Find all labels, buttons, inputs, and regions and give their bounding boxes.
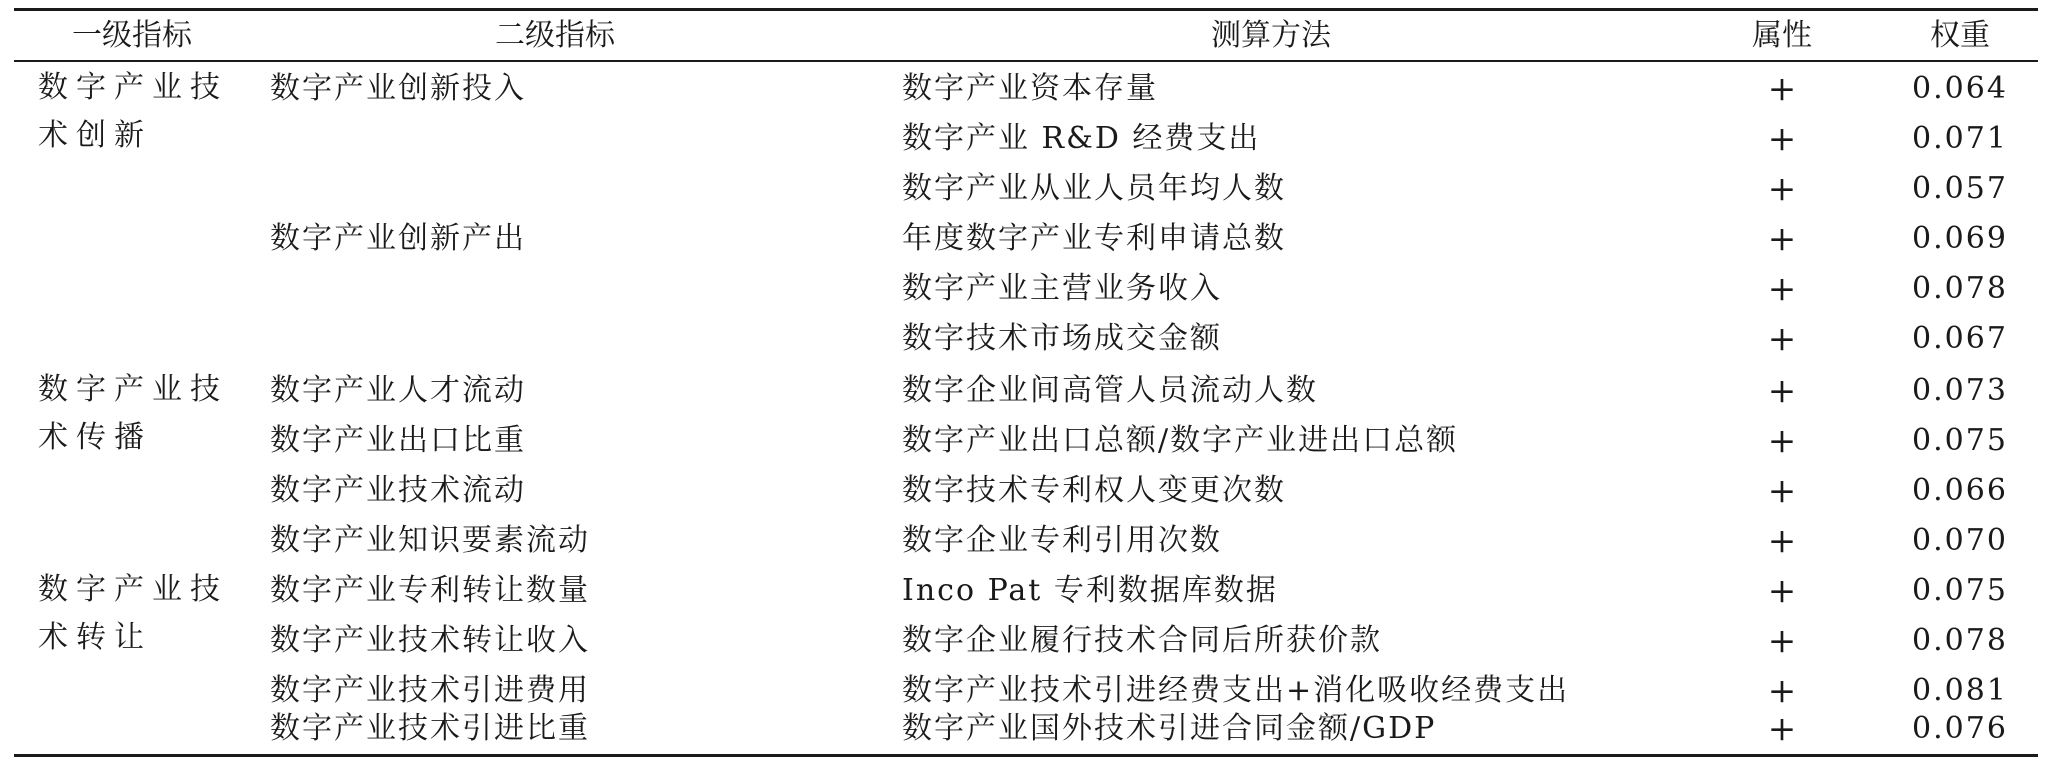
- table-row: [14, 366, 2038, 416]
- cell-method: 数字产业国外技术引进合同金额/GDP: [902, 711, 1437, 746]
- table-row: [14, 616, 2038, 666]
- cell-method: 数字技术专利权人变更次数: [902, 473, 1286, 508]
- cell-attribute: +: [1767, 521, 1797, 561]
- cell-weight: 0.073: [1912, 373, 2008, 408]
- cell-attribute: +: [1767, 219, 1797, 259]
- cell-method: 数字企业履行技术合同后所获价款: [902, 623, 1382, 658]
- header-method: 测算方法: [1211, 18, 1331, 53]
- cell-attribute: +: [1767, 169, 1797, 209]
- group-label-diffusion: 数字产业技术传播: [38, 372, 228, 455]
- cell-method: 数字企业专利引用次数: [902, 523, 1222, 558]
- cell-weight: 0.071: [1912, 121, 2008, 156]
- cell-level2: 数字产业专利转让数量: [270, 573, 590, 608]
- table-row: [14, 416, 2038, 466]
- cell-weight: 0.075: [1912, 423, 2008, 458]
- cell-attribute: +: [1767, 119, 1797, 159]
- cell-attribute: +: [1767, 319, 1797, 359]
- cell-weight: 0.076: [1912, 711, 2008, 746]
- cell-level2: 数字产业技术引进费用: [270, 673, 590, 708]
- table-row: [14, 114, 2038, 164]
- cell-level2: 数字产业创新投入: [270, 71, 526, 106]
- cell-method: 数字产业 R&D 经费支出: [902, 121, 1261, 156]
- table-header: [14, 11, 2038, 60]
- cell-weight: 0.075: [1912, 573, 2008, 608]
- cell-weight: 0.069: [1912, 221, 2008, 256]
- cell-weight: 0.067: [1912, 321, 2008, 356]
- table-row: [14, 214, 2038, 264]
- cell-method: 数字产业从业人员年均人数: [902, 171, 1286, 206]
- table-row: [14, 466, 2038, 516]
- table-row: [14, 64, 2038, 114]
- cell-method: Inco Pat 专利数据库数据: [902, 573, 1278, 608]
- table-bottom-rule: [14, 754, 2038, 757]
- cell-weight: 0.078: [1912, 623, 2008, 658]
- cell-level2: 数字产业技术流动: [270, 473, 526, 508]
- cell-method: 数字技术市场成交金额: [902, 321, 1222, 356]
- cell-attribute: +: [1767, 269, 1797, 309]
- group-label-innovation: 数字产业技术创新: [38, 70, 228, 153]
- cell-method: 数字产业主营业务收入: [902, 271, 1222, 306]
- cell-weight: 0.078: [1912, 271, 2008, 306]
- cell-attribute: +: [1767, 621, 1797, 661]
- header-level1: 一级指标: [72, 18, 192, 53]
- cell-method: 数字产业资本存量: [902, 71, 1158, 106]
- cell-attribute: +: [1767, 709, 1797, 749]
- cell-method: 数字企业间高管人员流动人数: [902, 373, 1318, 408]
- table-row: [14, 164, 2038, 214]
- cell-attribute: +: [1767, 69, 1797, 109]
- cell-attribute: +: [1767, 371, 1797, 411]
- table-header-rule: [14, 60, 2038, 62]
- cell-level2: 数字产业人才流动: [270, 373, 526, 408]
- cell-method: 数字产业出口总额/数字产业进出口总额: [902, 423, 1459, 458]
- table-row: [14, 566, 2038, 616]
- cell-level2: 数字产业技术转让收入: [270, 623, 590, 658]
- cell-level2: 数字产业知识要素流动: [270, 523, 590, 558]
- cell-attribute: +: [1767, 571, 1797, 611]
- cell-attribute: +: [1767, 671, 1797, 711]
- cell-method: 数字产业技术引进经费支出+消化吸收经费支出: [902, 673, 1570, 708]
- cell-attribute: +: [1767, 421, 1797, 461]
- cell-weight: 0.064: [1912, 71, 2008, 106]
- header-weight: 权重: [1930, 18, 1990, 53]
- table-row: [14, 264, 2038, 314]
- cell-level2: 数字产业创新产出: [270, 221, 526, 256]
- cell-method: 年度数字产业专利申请总数: [902, 221, 1286, 256]
- cell-level2: 数字产业技术引进比重: [270, 711, 590, 746]
- group-label-transfer: 数字产业技术转让: [38, 572, 228, 655]
- table-row: [14, 314, 2038, 364]
- cell-weight: 0.057: [1912, 171, 2008, 206]
- header-attribute: 属性: [1752, 18, 1812, 53]
- table-row: [14, 516, 2038, 566]
- header-level2: 二级指标: [495, 18, 615, 53]
- cell-weight: 0.081: [1912, 673, 2008, 708]
- table-row: [14, 704, 2038, 754]
- cell-level2: 数字产业出口比重: [270, 423, 526, 458]
- cell-weight: 0.066: [1912, 473, 2008, 508]
- cell-attribute: +: [1767, 471, 1797, 511]
- cell-weight: 0.070: [1912, 523, 2008, 558]
